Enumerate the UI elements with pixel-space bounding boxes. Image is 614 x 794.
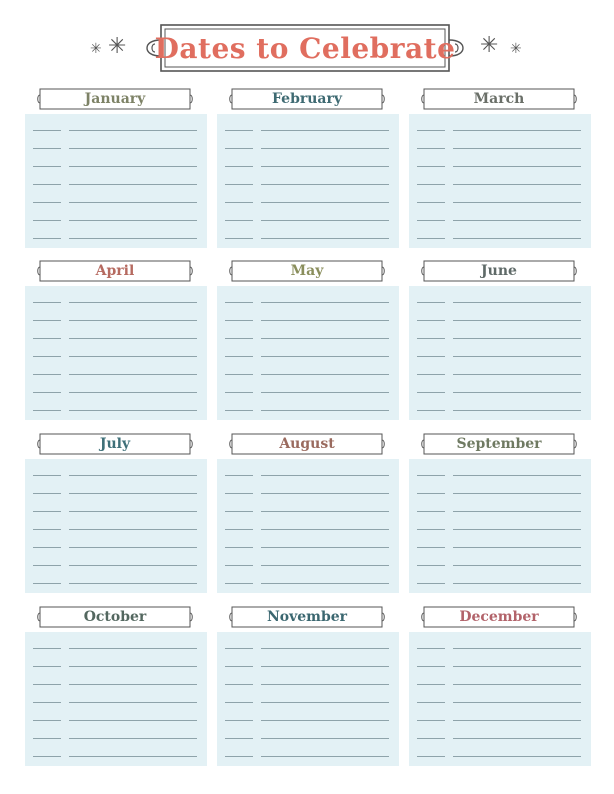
event-line[interactable] [69, 666, 197, 667]
page-header [0, 18, 614, 78]
date-line[interactable] [417, 202, 445, 203]
event-line[interactable] [261, 738, 389, 739]
date-line[interactable] [225, 338, 253, 339]
month-name: January [84, 91, 146, 107]
event-line[interactable] [261, 583, 389, 584]
date-line[interactable] [33, 648, 61, 649]
event-line[interactable] [261, 320, 389, 321]
date-line[interactable] [33, 302, 61, 303]
event-line[interactable] [261, 166, 389, 167]
date-line[interactable] [225, 529, 253, 530]
date-line[interactable] [33, 511, 61, 512]
date-line[interactable] [225, 374, 253, 375]
event-line[interactable] [69, 302, 197, 303]
date-line[interactable] [417, 238, 445, 239]
event-line[interactable] [69, 702, 197, 703]
event-line[interactable] [69, 529, 197, 530]
event-line[interactable] [261, 302, 389, 303]
month-block-june [409, 260, 591, 420]
date-line[interactable] [417, 302, 445, 303]
event-line[interactable] [453, 356, 581, 357]
date-line[interactable] [417, 130, 445, 131]
event-line[interactable] [261, 356, 389, 357]
event-line[interactable] [69, 493, 197, 494]
event-line[interactable] [261, 338, 389, 339]
month-name: February [271, 91, 342, 107]
date-line[interactable] [417, 529, 445, 530]
date-line[interactable] [417, 374, 445, 375]
date-line[interactable] [225, 184, 253, 185]
entry-panel [217, 632, 399, 766]
entry-panel [25, 286, 207, 420]
month-name: April [95, 263, 135, 279]
date-line[interactable] [33, 475, 61, 476]
month-label [37, 606, 193, 628]
date-line[interactable] [417, 565, 445, 566]
date-line[interactable] [417, 511, 445, 512]
month-label [37, 260, 193, 282]
date-line[interactable] [417, 666, 445, 667]
month-block-april [25, 260, 207, 420]
event-line[interactable] [453, 220, 581, 221]
event-line[interactable] [69, 648, 197, 649]
entry-panel [409, 286, 591, 420]
date-line[interactable] [33, 547, 61, 548]
month-label [421, 88, 577, 110]
date-line[interactable] [417, 356, 445, 357]
date-line[interactable] [33, 702, 61, 703]
event-line[interactable] [69, 220, 197, 221]
date-line[interactable] [417, 547, 445, 548]
event-line[interactable] [261, 374, 389, 375]
month-label [229, 88, 385, 110]
date-line[interactable] [33, 493, 61, 494]
month-block-january [25, 88, 207, 248]
event-line[interactable] [453, 493, 581, 494]
event-line[interactable] [261, 702, 389, 703]
date-line[interactable] [225, 238, 253, 239]
month-block-may [217, 260, 399, 420]
month-block-december [409, 606, 591, 766]
event-line[interactable] [69, 166, 197, 167]
event-line[interactable] [69, 565, 197, 566]
month-label [229, 260, 385, 282]
event-line[interactable] [69, 756, 197, 757]
event-line[interactable] [261, 529, 389, 530]
date-line[interactable] [225, 302, 253, 303]
event-line[interactable] [453, 648, 581, 649]
date-line[interactable] [225, 320, 253, 321]
event-line[interactable] [69, 392, 197, 393]
date-line[interactable] [225, 166, 253, 167]
date-line[interactable] [225, 392, 253, 393]
month-block-july [25, 433, 207, 593]
entry-panel [409, 459, 591, 593]
date-line[interactable] [417, 702, 445, 703]
month-name: December [459, 609, 539, 625]
event-line[interactable] [69, 410, 197, 411]
date-line[interactable] [33, 720, 61, 721]
sparkle-icon: ✳ [480, 33, 499, 58]
date-line[interactable] [225, 756, 253, 757]
date-line[interactable] [417, 475, 445, 476]
month-name: November [266, 609, 348, 625]
event-line[interactable] [69, 475, 197, 476]
date-line[interactable] [417, 320, 445, 321]
date-line[interactable] [33, 410, 61, 411]
event-line[interactable] [261, 493, 389, 494]
event-line[interactable] [453, 238, 581, 239]
sparkle-icon: ✳ [510, 41, 522, 57]
date-line[interactable] [417, 684, 445, 685]
entry-panel [409, 114, 591, 248]
event-line[interactable] [453, 302, 581, 303]
event-line[interactable] [453, 738, 581, 739]
event-line[interactable] [69, 720, 197, 721]
month-name: July [99, 436, 131, 452]
date-line[interactable] [33, 583, 61, 584]
event-line[interactable] [261, 410, 389, 411]
date-line[interactable] [33, 356, 61, 357]
event-line[interactable] [453, 148, 581, 149]
month-label [421, 260, 577, 282]
date-line[interactable] [33, 529, 61, 530]
date-line[interactable] [417, 756, 445, 757]
event-line[interactable] [261, 565, 389, 566]
event-line[interactable] [453, 684, 581, 685]
date-line[interactable] [225, 130, 253, 131]
date-line[interactable] [225, 220, 253, 221]
event-line[interactable] [453, 756, 581, 757]
event-line[interactable] [453, 202, 581, 203]
event-line[interactable] [69, 583, 197, 584]
date-line[interactable] [225, 410, 253, 411]
event-line[interactable] [261, 511, 389, 512]
date-line[interactable] [33, 666, 61, 667]
event-line[interactable] [261, 547, 389, 548]
event-line[interactable] [453, 392, 581, 393]
month-name: October [83, 609, 147, 625]
date-line[interactable] [225, 511, 253, 512]
date-line[interactable] [33, 338, 61, 339]
entry-panel [217, 459, 399, 593]
date-line[interactable] [33, 684, 61, 685]
event-line[interactable] [453, 184, 581, 185]
month-block-november [217, 606, 399, 766]
month-block-october [25, 606, 207, 766]
event-line[interactable] [69, 547, 197, 548]
month-block-august [217, 433, 399, 593]
event-line[interactable] [261, 184, 389, 185]
event-line[interactable] [261, 130, 389, 131]
event-line[interactable] [453, 475, 581, 476]
event-line[interactable] [453, 166, 581, 167]
event-line[interactable] [261, 720, 389, 721]
event-line[interactable] [453, 565, 581, 566]
date-line[interactable] [33, 738, 61, 739]
sparkle-icon: ✳ [90, 41, 102, 57]
month-block-september [409, 433, 591, 593]
date-line[interactable] [417, 148, 445, 149]
date-line[interactable] [225, 148, 253, 149]
date-line[interactable] [33, 184, 61, 185]
month-name: March [473, 91, 525, 107]
date-line[interactable] [225, 684, 253, 685]
month-name: June [481, 263, 517, 279]
date-line[interactable] [417, 648, 445, 649]
date-line[interactable] [417, 738, 445, 739]
event-line[interactable] [453, 338, 581, 339]
month-label [421, 606, 577, 628]
event-line[interactable] [261, 684, 389, 685]
event-line[interactable] [69, 320, 197, 321]
event-line[interactable] [261, 220, 389, 221]
month-name: May [290, 263, 324, 279]
event-line[interactable] [453, 666, 581, 667]
event-line[interactable] [261, 666, 389, 667]
event-line[interactable] [453, 720, 581, 721]
event-line[interactable] [453, 702, 581, 703]
month-block-march [409, 88, 591, 248]
date-line[interactable] [33, 220, 61, 221]
date-line[interactable] [33, 756, 61, 757]
month-label [421, 433, 577, 455]
event-line[interactable] [69, 148, 197, 149]
entry-panel [25, 459, 207, 593]
event-line[interactable] [453, 130, 581, 131]
event-line[interactable] [69, 238, 197, 239]
event-line[interactable] [69, 130, 197, 131]
date-line[interactable] [417, 338, 445, 339]
entry-panel [409, 632, 591, 766]
event-line[interactable] [261, 238, 389, 239]
event-line[interactable] [69, 738, 197, 739]
month-label [229, 433, 385, 455]
month-label [37, 88, 193, 110]
title-frame-text-area [143, 22, 467, 74]
date-line[interactable] [417, 720, 445, 721]
event-line[interactable] [69, 338, 197, 339]
date-line[interactable] [225, 547, 253, 548]
event-line[interactable] [261, 202, 389, 203]
date-line[interactable] [33, 148, 61, 149]
date-line[interactable] [225, 565, 253, 566]
date-line[interactable] [225, 475, 253, 476]
event-line[interactable] [261, 756, 389, 757]
date-line[interactable] [33, 202, 61, 203]
date-line[interactable] [33, 392, 61, 393]
event-line[interactable] [453, 320, 581, 321]
date-line[interactable] [33, 320, 61, 321]
date-line[interactable] [225, 202, 253, 203]
event-line[interactable] [69, 684, 197, 685]
date-line[interactable] [225, 666, 253, 667]
date-line[interactable] [225, 493, 253, 494]
entry-panel [25, 114, 207, 248]
event-line[interactable] [69, 202, 197, 203]
event-line[interactable] [261, 392, 389, 393]
event-line[interactable] [69, 356, 197, 357]
date-line[interactable] [417, 220, 445, 221]
event-line[interactable] [453, 511, 581, 512]
entry-panel [217, 114, 399, 248]
date-line[interactable] [417, 583, 445, 584]
month-label [37, 433, 193, 455]
date-line[interactable] [33, 238, 61, 239]
date-line[interactable] [225, 702, 253, 703]
entry-panel [217, 286, 399, 420]
entry-panel [25, 632, 207, 766]
event-line[interactable] [261, 148, 389, 149]
date-line[interactable] [225, 738, 253, 739]
date-line[interactable] [33, 130, 61, 131]
date-line[interactable] [417, 184, 445, 185]
event-line[interactable] [453, 529, 581, 530]
month-block-february [217, 88, 399, 248]
date-line[interactable] [417, 166, 445, 167]
date-line[interactable] [33, 565, 61, 566]
date-line[interactable] [225, 583, 253, 584]
date-line[interactable] [417, 493, 445, 494]
date-line[interactable] [225, 648, 253, 649]
month-label [229, 606, 385, 628]
date-line[interactable] [225, 720, 253, 721]
event-line[interactable] [69, 511, 197, 512]
event-line[interactable] [69, 374, 197, 375]
event-line[interactable] [453, 374, 581, 375]
event-line[interactable] [453, 547, 581, 548]
date-line[interactable] [33, 166, 61, 167]
month-name: August [279, 436, 335, 452]
date-line[interactable] [417, 392, 445, 393]
month-name: September [456, 436, 542, 452]
date-line[interactable] [33, 374, 61, 375]
date-line[interactable] [225, 356, 253, 357]
event-line[interactable] [453, 410, 581, 411]
event-line[interactable] [453, 583, 581, 584]
event-line[interactable] [261, 648, 389, 649]
date-line[interactable] [417, 410, 445, 411]
sparkle-icon: ✳ [108, 34, 127, 59]
event-line[interactable] [261, 475, 389, 476]
page-title: Dates to Celebrate [154, 32, 456, 65]
event-line[interactable] [69, 184, 197, 185]
